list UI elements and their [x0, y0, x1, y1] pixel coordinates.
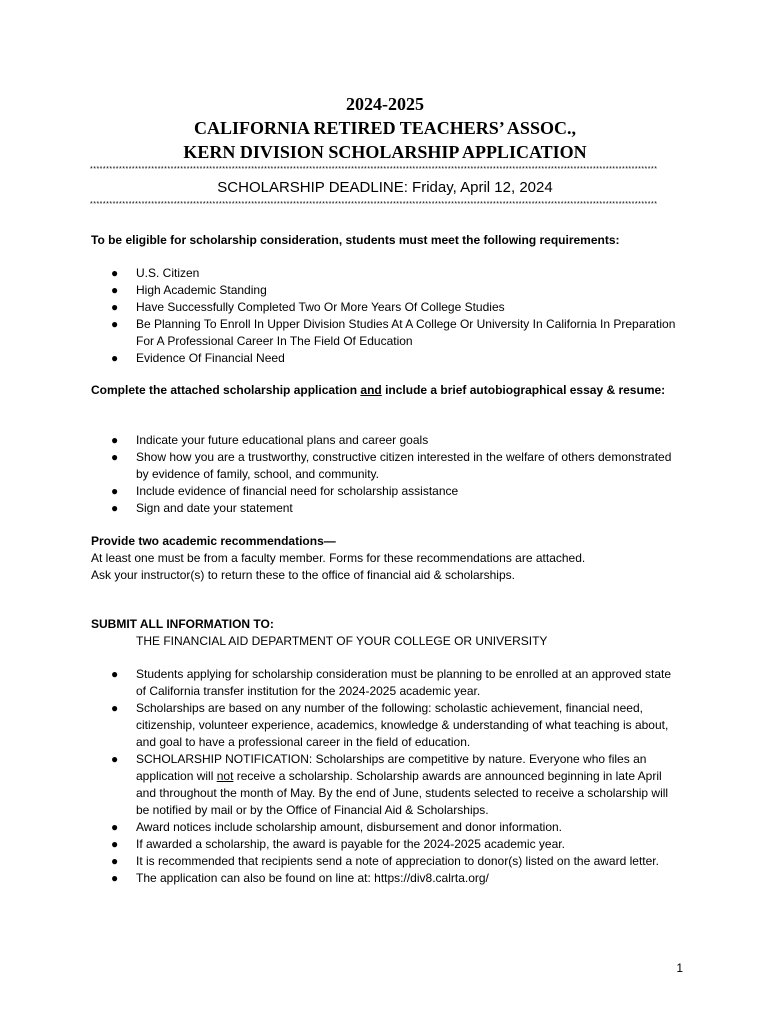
submit-recipient: THE FINANCIAL AID DEPARTMENT OF YOUR COLLEGE OR UNIVERSITY: [136, 634, 548, 648]
bullet-icon: ●: [111, 283, 119, 297]
asterisk-divider-top: ********************************************************************************************************************************************************************************: [90, 166, 658, 173]
submit-list: [91, 666, 681, 887]
list-item-text: Indicate your future educational plans and career goals: [136, 433, 429, 447]
list-item: [91, 282, 681, 299]
page-number: 1: [676, 961, 683, 975]
essay-intro-text: Complete the attached scholarship application: [91, 383, 361, 397]
bullet-icon: ●: [111, 701, 119, 715]
list-item: [91, 432, 681, 449]
list-item-text: SCHOLARSHIP NOTIFICATION: Scholarships are competitive by nature. Everyone who files an application will: [136, 752, 647, 783]
bullet-icon: ●: [111, 300, 119, 314]
list-item-text: It is recommended that recipients send a note of appreciation to donor(s) listed on the award letter.: [136, 854, 659, 868]
list-item-text: Include evidence of financial need for scholarship assistance: [136, 484, 459, 498]
list-item: [91, 836, 681, 853]
list-item-text: Sign and date your statement: [136, 501, 293, 515]
list-item-text: Show how you are a trustworthy, constructive citizen interested in the welfare of others demonstrated by evidence of family, school, and community.: [136, 450, 672, 481]
bullet-icon: ●: [111, 450, 119, 464]
list-item: [91, 751, 681, 819]
bullet-icon: ●: [111, 351, 119, 365]
emphasis-and: and: [360, 383, 382, 397]
list-item: [91, 299, 681, 316]
essay-intro: [91, 382, 681, 399]
list-item-text: High Academic Standing: [136, 283, 267, 297]
list-item-text: Students applying for scholarship consideration must be planning to be enrolled at an approved state of California transfer institution for the 2024-2025 academic year.: [136, 667, 672, 698]
list-item: [91, 500, 681, 517]
bullet-icon: ●: [111, 317, 119, 331]
title-year: 2024-2025: [346, 94, 424, 114]
bullet-icon: ●: [111, 501, 119, 515]
title-organization: CALIFORNIA RETIRED TEACHERS’ ASSOC.,: [194, 118, 576, 138]
bullet-icon: ●: [111, 871, 119, 885]
list-item-text-end: receive a scholarship. Scholarship awards are announced beginning in late April and throughout the month of May. By the end of June, students selected to receive a scholarship will be notified by mail or by the Office of Financial Aid & Scholarships.: [136, 769, 669, 817]
list-item-text: The application can also be found on line at: https://div8.calrta.org/: [136, 871, 489, 885]
bullet-icon: ●: [111, 433, 119, 447]
asterisk-divider-bottom: ********************************************************************************************************************************************************************************: [90, 201, 658, 208]
list-item: [91, 853, 681, 870]
eligibility-list: [91, 265, 681, 367]
recommendations-heading: Provide two academic recommendations—: [91, 534, 336, 548]
list-item: [91, 870, 681, 887]
recommendations-line-1: At least one must be from a faculty member. Forms for these recommendations are attached.: [91, 551, 586, 565]
bullet-icon: ●: [111, 820, 119, 834]
list-item-text: Be Planning To Enroll In Upper Division Studies At A College Or University In California In Preparation For A Professional Career In The Field Of Education: [136, 317, 676, 348]
bullet-icon: ●: [111, 752, 119, 766]
list-item-text: Scholarships are based on any number of the following: scholastic achievement, financial need, citizenship, volunteer experience, academics, knowledge & understanding of what teaching is about, and goal to have a professional career in the field of education.: [136, 701, 669, 749]
list-item: [91, 449, 681, 483]
list-item: [91, 819, 681, 836]
list-item: [91, 265, 681, 282]
submit-heading: SUBMIT ALL INFORMATION TO:: [91, 617, 274, 631]
bullet-icon: ●: [111, 667, 119, 681]
list-item: [91, 666, 681, 700]
essay-intro-text-end: include a brief autobiographical essay & resume:: [381, 383, 666, 397]
list-item: [91, 700, 681, 751]
scholarship-deadline: SCHOLARSHIP DEADLINE: Friday, April 12, 2024: [217, 179, 553, 196]
recommendations-line-2: Ask your instructor(s) to return these to the office of financial aid & scholarships.: [91, 568, 515, 582]
bullet-icon: ●: [111, 837, 119, 851]
emphasis-not: not: [216, 769, 234, 783]
list-item: [91, 350, 681, 367]
list-item-text: Evidence Of Financial Need: [136, 351, 285, 365]
list-item-text: Have Successfully Completed Two Or More Years Of College Studies: [136, 300, 505, 314]
list-item-text: Award notices include scholarship amount, disbursement and donor information.: [136, 820, 563, 834]
eligibility-intro: To be eligible for scholarship consideration, students must meet the following requirements:: [91, 233, 620, 247]
list-item: [91, 483, 681, 500]
title-division: KERN DIVISION SCHOLARSHIP APPLICATION: [183, 142, 587, 162]
bullet-icon: ●: [111, 854, 119, 868]
list-item-text: U.S. Citizen: [136, 266, 200, 280]
essay-list: [91, 432, 681, 517]
list-item: [91, 316, 681, 350]
list-item-text: If awarded a scholarship, the award is payable for the 2024-2025 academic year.: [136, 837, 565, 851]
bullet-icon: ●: [111, 266, 119, 280]
bullet-icon: ●: [111, 484, 119, 498]
